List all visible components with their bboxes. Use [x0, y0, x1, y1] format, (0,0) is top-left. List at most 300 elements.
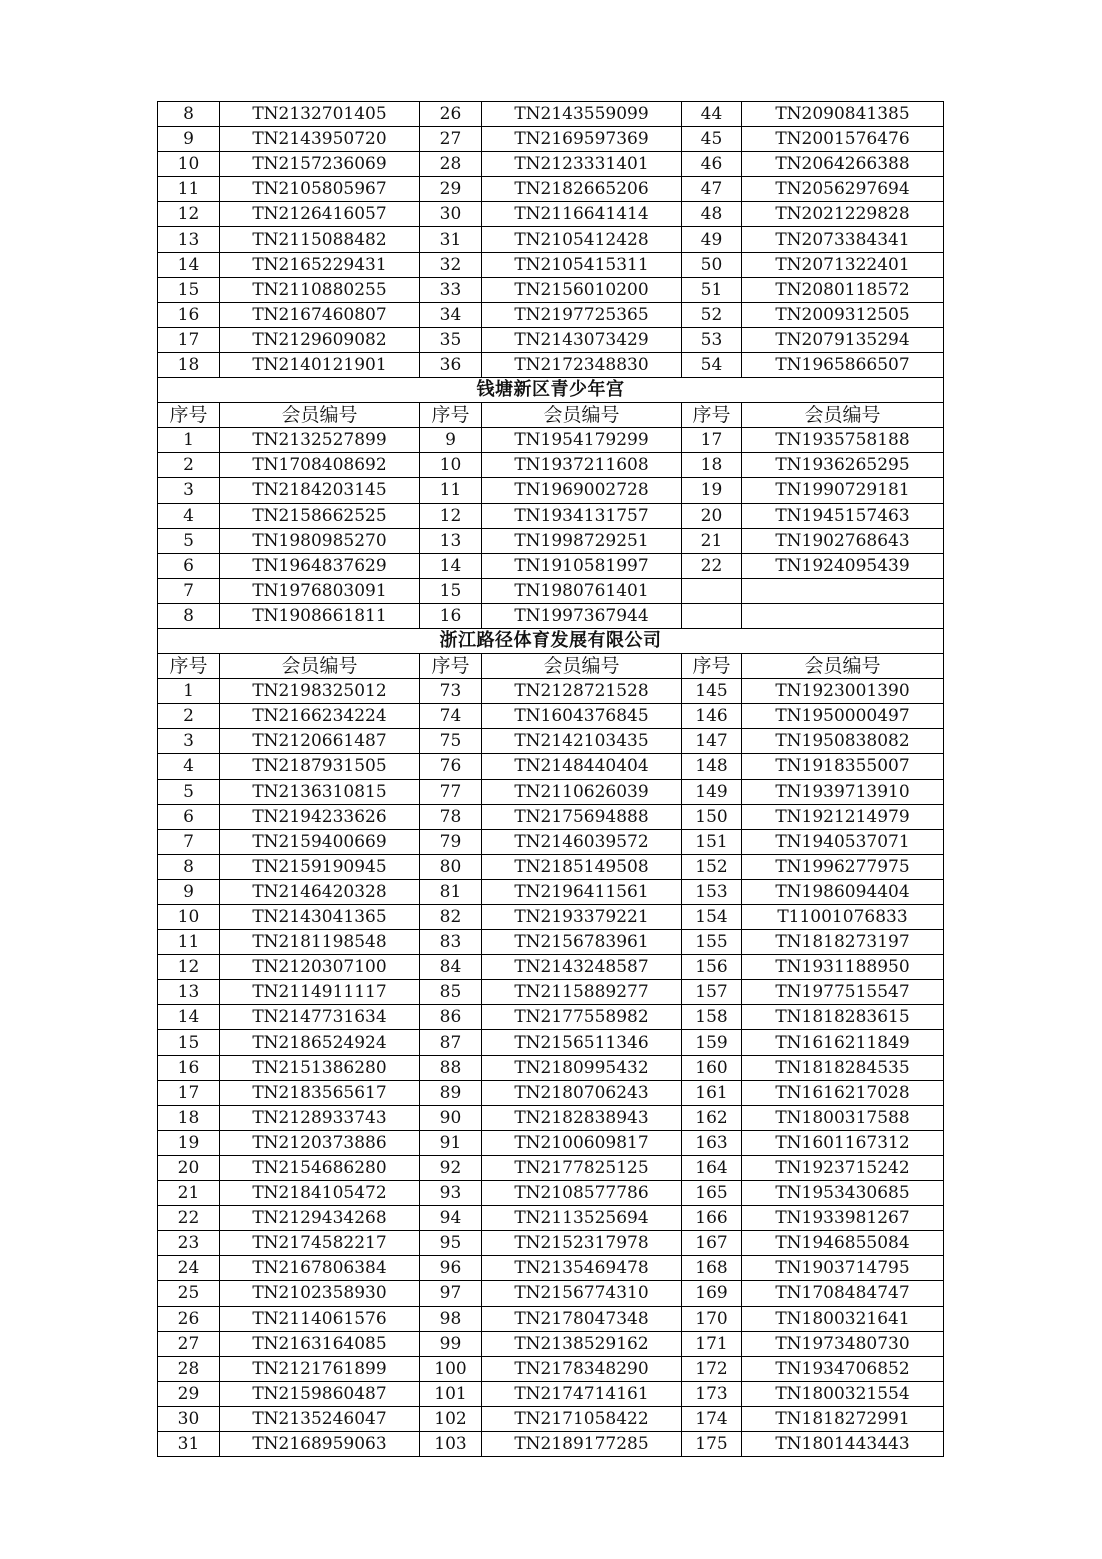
- index-cell: 167: [682, 1231, 742, 1256]
- table-row: [158, 955, 944, 980]
- index-cell: 103: [420, 1431, 482, 1456]
- member-id-cell: TN2143041365: [220, 905, 420, 930]
- member-id-cell: TN2182665206: [482, 177, 682, 202]
- member-id-cell: TN2116641414: [482, 202, 682, 227]
- index-cell: 90: [420, 1105, 482, 1130]
- member-id-cell: TN2128933743: [220, 1105, 420, 1130]
- table-row: [158, 1181, 944, 1206]
- member-id-cell: TN2184105472: [220, 1181, 420, 1206]
- table-row: [158, 302, 944, 327]
- table-row: [158, 729, 944, 754]
- index-cell: 8: [158, 102, 220, 127]
- member-id-cell: TN2184203145: [220, 478, 420, 503]
- member-id-cell: TN2154686280: [220, 1155, 420, 1180]
- member-id-cell: TN2151386280: [220, 1055, 420, 1080]
- member-id-cell: TN2152317978: [482, 1231, 682, 1256]
- member-id-cell: TN2110626039: [482, 779, 682, 804]
- index-cell: 24: [158, 1256, 220, 1281]
- header-member-id: 会员编号: [482, 654, 682, 679]
- index-cell: 5: [158, 528, 220, 553]
- index-cell: 7: [158, 578, 220, 603]
- member-id-cell: TN1998729251: [482, 528, 682, 553]
- member-id-cell: TN2120373886: [220, 1130, 420, 1155]
- index-cell: 74: [420, 704, 482, 729]
- member-id-cell: TN1910581997: [482, 553, 682, 578]
- member-id-cell: TN2114061576: [220, 1306, 420, 1331]
- index-cell: 14: [420, 553, 482, 578]
- index-cell: 175: [682, 1431, 742, 1456]
- index-cell: 2: [158, 453, 220, 478]
- index-cell: 31: [158, 1431, 220, 1456]
- member-id-cell: TN2196411561: [482, 879, 682, 904]
- member-id-cell: TN2136310815: [220, 779, 420, 804]
- index-cell: 10: [158, 905, 220, 930]
- member-id-cell: TN2147731634: [220, 1005, 420, 1030]
- index-cell: 13: [158, 980, 220, 1005]
- index-cell: 4: [158, 503, 220, 528]
- member-id-cell: TN1945157463: [742, 503, 944, 528]
- table-row: [158, 779, 944, 804]
- table-row: [158, 1055, 944, 1080]
- index-cell: 34: [420, 302, 482, 327]
- index-cell: 83: [420, 930, 482, 955]
- index-cell: 19: [158, 1130, 220, 1155]
- table-row: [158, 277, 944, 302]
- member-id-cell: TN2079135294: [742, 327, 944, 352]
- member-id-cell: TN1940537071: [742, 829, 944, 854]
- member-id-cell: TN2159400669: [220, 829, 420, 854]
- index-cell: 12: [158, 955, 220, 980]
- member-id-cell: TN1997367944: [482, 603, 682, 628]
- member-id-cell: TN2120661487: [220, 729, 420, 754]
- index-cell: 166: [682, 1206, 742, 1231]
- index-cell: 12: [158, 202, 220, 227]
- header-row: [158, 403, 944, 428]
- index-cell: 155: [682, 930, 742, 955]
- member-id-cell: TN2140121901: [220, 352, 420, 377]
- index-cell: 11: [420, 478, 482, 503]
- member-id-cell: TN1986094404: [742, 879, 944, 904]
- index-cell: 75: [420, 729, 482, 754]
- index-cell: 145: [682, 679, 742, 704]
- index-cell: 159: [682, 1030, 742, 1055]
- member-id-cell: TN1818273197: [742, 930, 944, 955]
- member-id-cell: TN1969002728: [482, 478, 682, 503]
- member-id-cell: TN2156774310: [482, 1281, 682, 1306]
- member-id-cell: TN2165229431: [220, 252, 420, 277]
- member-id-cell: TN1990729181: [742, 478, 944, 503]
- index-cell: 18: [158, 352, 220, 377]
- member-id-cell: TN2180995432: [482, 1055, 682, 1080]
- member-id-cell: TN2174582217: [220, 1231, 420, 1256]
- section-title-row: [158, 628, 944, 653]
- member-id-cell: T11001076833: [742, 905, 944, 930]
- index-cell: 152: [682, 854, 742, 879]
- index-cell: 158: [682, 1005, 742, 1030]
- index-cell: 85: [420, 980, 482, 1005]
- header-member-id: 会员编号: [482, 403, 682, 428]
- member-id-cell: TN1902768643: [742, 528, 944, 553]
- table-row: [158, 1381, 944, 1406]
- member-id-cell: TN1924095439: [742, 553, 944, 578]
- index-cell: 98: [420, 1306, 482, 1331]
- member-id-cell: TN2110880255: [220, 277, 420, 302]
- member-id-cell: TN2189177285: [482, 1431, 682, 1456]
- index-cell: 9: [158, 879, 220, 904]
- member-id-cell: TN2142103435: [482, 729, 682, 754]
- index-cell: [682, 603, 742, 628]
- table-row: [158, 352, 944, 377]
- member-id-cell: TN2180706243: [482, 1080, 682, 1105]
- index-cell: 161: [682, 1080, 742, 1105]
- index-cell: 48: [682, 202, 742, 227]
- index-cell: 92: [420, 1155, 482, 1180]
- index-cell: 31: [420, 227, 482, 252]
- member-id-cell: TN2143950720: [220, 127, 420, 152]
- index-cell: 148: [682, 754, 742, 779]
- table-row: [158, 553, 944, 578]
- member-id-cell: TN2169597369: [482, 127, 682, 152]
- member-id-cell: TN2177558982: [482, 1005, 682, 1030]
- member-id-cell: TN2114911117: [220, 980, 420, 1005]
- member-id-cell: TN2143248587: [482, 955, 682, 980]
- member-id-cell: TN2178348290: [482, 1356, 682, 1381]
- member-id-cell: TN2108577786: [482, 1181, 682, 1206]
- index-cell: 16: [420, 603, 482, 628]
- member-id-cell: TN2163164085: [220, 1331, 420, 1356]
- index-cell: 93: [420, 1181, 482, 1206]
- member-id-cell: TN2135246047: [220, 1406, 420, 1431]
- index-cell: 20: [158, 1155, 220, 1180]
- index-cell: 86: [420, 1005, 482, 1030]
- index-cell: 8: [158, 854, 220, 879]
- member-id-cell: TN1935758188: [742, 428, 944, 453]
- member-id-cell: TN1933981267: [742, 1206, 944, 1231]
- member-id-cell: TN2115889277: [482, 980, 682, 1005]
- member-id-cell: TN2100609817: [482, 1130, 682, 1155]
- index-cell: 33: [420, 277, 482, 302]
- member-id-cell: TN2064266388: [742, 152, 944, 177]
- table-row: [158, 1331, 944, 1356]
- index-cell: [682, 578, 742, 603]
- index-cell: 76: [420, 754, 482, 779]
- member-id-cell: TN2120307100: [220, 955, 420, 980]
- member-id-cell: TN2009312505: [742, 302, 944, 327]
- index-cell: 30: [158, 1406, 220, 1431]
- index-cell: 54: [682, 352, 742, 377]
- index-cell: 13: [420, 528, 482, 553]
- index-cell: 22: [682, 553, 742, 578]
- index-cell: 150: [682, 804, 742, 829]
- index-cell: 95: [420, 1231, 482, 1256]
- member-id-cell: TN2174714161: [482, 1381, 682, 1406]
- member-id-cell: TN1604376845: [482, 704, 682, 729]
- index-cell: 170: [682, 1306, 742, 1331]
- index-cell: 1: [158, 428, 220, 453]
- member-id-cell: TN2105805967: [220, 177, 420, 202]
- member-id-cell: TN2193379221: [482, 905, 682, 930]
- index-cell: 6: [158, 804, 220, 829]
- index-cell: 28: [420, 152, 482, 177]
- index-cell: 171: [682, 1331, 742, 1356]
- member-id-cell: TN1800317588: [742, 1105, 944, 1130]
- index-cell: 2: [158, 704, 220, 729]
- table-row: [158, 1231, 944, 1256]
- member-id-cell: TN1923001390: [742, 679, 944, 704]
- member-id-cell: TN1818272991: [742, 1406, 944, 1431]
- member-id-cell: TN1939713910: [742, 779, 944, 804]
- index-cell: 96: [420, 1256, 482, 1281]
- member-id-cell: TN1964837629: [220, 553, 420, 578]
- index-cell: 80: [420, 854, 482, 879]
- index-cell: 6: [158, 553, 220, 578]
- member-id-cell: TN2159860487: [220, 1381, 420, 1406]
- table-row: [158, 528, 944, 553]
- index-cell: 17: [682, 428, 742, 453]
- member-id-cell: TN1616217028: [742, 1080, 944, 1105]
- index-cell: 81: [420, 879, 482, 904]
- table-row: [158, 327, 944, 352]
- member-id-cell: TN1953430685: [742, 1181, 944, 1206]
- member-id-cell: TN2167460807: [220, 302, 420, 327]
- table-row: [158, 428, 944, 453]
- index-cell: 51: [682, 277, 742, 302]
- index-cell: 153: [682, 879, 742, 904]
- member-id-cell: TN2156783961: [482, 930, 682, 955]
- index-cell: 168: [682, 1256, 742, 1281]
- member-id-cell: TN2172348830: [482, 352, 682, 377]
- member-id-cell: TN1950838082: [742, 729, 944, 754]
- member-id-cell: TN1954179299: [482, 428, 682, 453]
- index-cell: 53: [682, 327, 742, 352]
- index-cell: 29: [420, 177, 482, 202]
- index-cell: 91: [420, 1130, 482, 1155]
- member-table: [157, 101, 944, 1457]
- index-cell: 173: [682, 1381, 742, 1406]
- index-cell: 28: [158, 1356, 220, 1381]
- member-id-cell: TN2129609082: [220, 327, 420, 352]
- member-id-cell: TN1800321554: [742, 1381, 944, 1406]
- member-id-cell: TN1800321641: [742, 1306, 944, 1331]
- index-cell: 11: [158, 930, 220, 955]
- index-cell: 14: [158, 252, 220, 277]
- index-cell: 12: [420, 503, 482, 528]
- index-cell: 15: [420, 578, 482, 603]
- index-cell: 162: [682, 1105, 742, 1130]
- member-id-cell: TN2166234224: [220, 704, 420, 729]
- table-row: [158, 1105, 944, 1130]
- index-cell: 163: [682, 1130, 742, 1155]
- header-member-id: 会员编号: [742, 654, 944, 679]
- index-cell: 26: [420, 102, 482, 127]
- index-cell: 18: [158, 1105, 220, 1130]
- table-row: [158, 1306, 944, 1331]
- index-cell: 5: [158, 779, 220, 804]
- index-cell: 15: [158, 1030, 220, 1055]
- member-id-cell: TN1950000497: [742, 704, 944, 729]
- table-row: [158, 227, 944, 252]
- member-id-cell: TN2090841385: [742, 102, 944, 127]
- index-cell: 149: [682, 779, 742, 804]
- member-id-cell: TN2177825125: [482, 1155, 682, 1180]
- index-cell: 16: [158, 1055, 220, 1080]
- index-cell: 84: [420, 955, 482, 980]
- member-id-cell: TN2132701405: [220, 102, 420, 127]
- index-cell: 27: [420, 127, 482, 152]
- member-id-cell: TN1921214979: [742, 804, 944, 829]
- header-row: [158, 654, 944, 679]
- member-id-cell: TN2102358930: [220, 1281, 420, 1306]
- member-id-cell: TN2138529162: [482, 1331, 682, 1356]
- section-title: 钱塘新区青少年宫: [158, 378, 944, 403]
- member-id-cell: TN1818283615: [742, 1005, 944, 1030]
- index-cell: 20: [682, 503, 742, 528]
- index-cell: 44: [682, 102, 742, 127]
- member-id-cell: TN2143073429: [482, 327, 682, 352]
- member-id-cell: TN2182838943: [482, 1105, 682, 1130]
- table-row: [158, 1356, 944, 1381]
- member-id-cell: TN2175694888: [482, 804, 682, 829]
- index-cell: 4: [158, 754, 220, 779]
- member-id-cell: TN2171058422: [482, 1406, 682, 1431]
- index-cell: 30: [420, 202, 482, 227]
- index-cell: 100: [420, 1356, 482, 1381]
- index-cell: 77: [420, 779, 482, 804]
- member-id-cell: TN2186524924: [220, 1030, 420, 1055]
- header-member-id: 会员编号: [220, 654, 420, 679]
- index-cell: 13: [158, 227, 220, 252]
- member-id-cell: TN2156010200: [482, 277, 682, 302]
- index-cell: 172: [682, 1356, 742, 1381]
- member-id-cell: [742, 578, 944, 603]
- index-cell: 49: [682, 227, 742, 252]
- member-id-cell: TN1616211849: [742, 1030, 944, 1055]
- member-id-cell: TN2168959063: [220, 1431, 420, 1456]
- index-cell: 146: [682, 704, 742, 729]
- index-cell: 157: [682, 980, 742, 1005]
- member-id-cell: TN2021229828: [742, 202, 944, 227]
- table-row: [158, 1206, 944, 1231]
- index-cell: 45: [682, 127, 742, 152]
- member-id-cell: TN1996277975: [742, 854, 944, 879]
- member-id-cell: TN2187931505: [220, 754, 420, 779]
- index-cell: 21: [682, 528, 742, 553]
- index-cell: 154: [682, 905, 742, 930]
- header-member-id: 会员编号: [742, 403, 944, 428]
- header-index: 序号: [682, 403, 742, 428]
- index-cell: 18: [682, 453, 742, 478]
- index-cell: 14: [158, 1005, 220, 1030]
- section-title-row: [158, 378, 944, 403]
- table-row: [158, 1406, 944, 1431]
- member-id-cell: TN2158662525: [220, 503, 420, 528]
- table-row: [158, 1130, 944, 1155]
- table-row: [158, 1431, 944, 1456]
- index-cell: 16: [158, 302, 220, 327]
- index-cell: 174: [682, 1406, 742, 1431]
- index-cell: 26: [158, 1306, 220, 1331]
- table-row: [158, 704, 944, 729]
- table-row: [158, 804, 944, 829]
- member-id-cell: TN1936265295: [742, 453, 944, 478]
- member-id-cell: TN1934131757: [482, 503, 682, 528]
- index-cell: 3: [158, 478, 220, 503]
- member-id-cell: TN1601167312: [742, 1130, 944, 1155]
- index-cell: 99: [420, 1331, 482, 1356]
- member-id-cell: TN2129434268: [220, 1206, 420, 1231]
- index-cell: 8: [158, 603, 220, 628]
- index-cell: 82: [420, 905, 482, 930]
- member-id-cell: TN2128721528: [482, 679, 682, 704]
- member-id-cell: TN2198325012: [220, 679, 420, 704]
- index-cell: 23: [158, 1231, 220, 1256]
- index-cell: 10: [158, 152, 220, 177]
- member-id-cell: TN1946855084: [742, 1231, 944, 1256]
- member-id-cell: TN2135469478: [482, 1256, 682, 1281]
- index-cell: 15: [158, 277, 220, 302]
- table-row: [158, 1005, 944, 1030]
- index-cell: 101: [420, 1381, 482, 1406]
- member-id-cell: TN1818284535: [742, 1055, 944, 1080]
- index-cell: 7: [158, 829, 220, 854]
- member-id-cell: TN1801443443: [742, 1431, 944, 1456]
- member-id-cell: TN2157236069: [220, 152, 420, 177]
- index-cell: 89: [420, 1080, 482, 1105]
- index-cell: 88: [420, 1055, 482, 1080]
- table-row: [158, 1080, 944, 1105]
- index-cell: 9: [158, 127, 220, 152]
- member-id-cell: TN2113525694: [482, 1206, 682, 1231]
- member-id-cell: [742, 603, 944, 628]
- index-cell: 151: [682, 829, 742, 854]
- table-row: [158, 578, 944, 603]
- index-cell: 160: [682, 1055, 742, 1080]
- member-id-cell: TN1937211608: [482, 453, 682, 478]
- member-id-cell: TN2105415311: [482, 252, 682, 277]
- member-id-cell: TN2167806384: [220, 1256, 420, 1281]
- member-id-cell: TN1980985270: [220, 528, 420, 553]
- index-cell: 36: [420, 352, 482, 377]
- member-id-cell: TN1918355007: [742, 754, 944, 779]
- member-id-cell: TN2197725365: [482, 302, 682, 327]
- header-index: 序号: [682, 654, 742, 679]
- member-id-cell: TN2146420328: [220, 879, 420, 904]
- index-cell: 47: [682, 177, 742, 202]
- table-row: [158, 829, 944, 854]
- header-index: 序号: [158, 403, 220, 428]
- index-cell: 25: [158, 1281, 220, 1306]
- table-row: [158, 1030, 944, 1055]
- index-cell: 97: [420, 1281, 482, 1306]
- section-title: 浙江路径体育发展有限公司: [158, 628, 944, 653]
- table-row: [158, 854, 944, 879]
- member-id-cell: TN1923715242: [742, 1155, 944, 1180]
- table-row: [158, 152, 944, 177]
- member-id-cell: TN1980761401: [482, 578, 682, 603]
- index-cell: 21: [158, 1181, 220, 1206]
- table-row: [158, 202, 944, 227]
- member-id-cell: TN2178047348: [482, 1306, 682, 1331]
- member-id-cell: TN2126416057: [220, 202, 420, 227]
- index-cell: 10: [420, 453, 482, 478]
- member-id-cell: TN2181198548: [220, 930, 420, 955]
- table-row: [158, 679, 944, 704]
- index-cell: 17: [158, 1080, 220, 1105]
- table-row: [158, 177, 944, 202]
- member-id-cell: TN2148440404: [482, 754, 682, 779]
- table-row: [158, 1281, 944, 1306]
- member-id-cell: TN1976803091: [220, 578, 420, 603]
